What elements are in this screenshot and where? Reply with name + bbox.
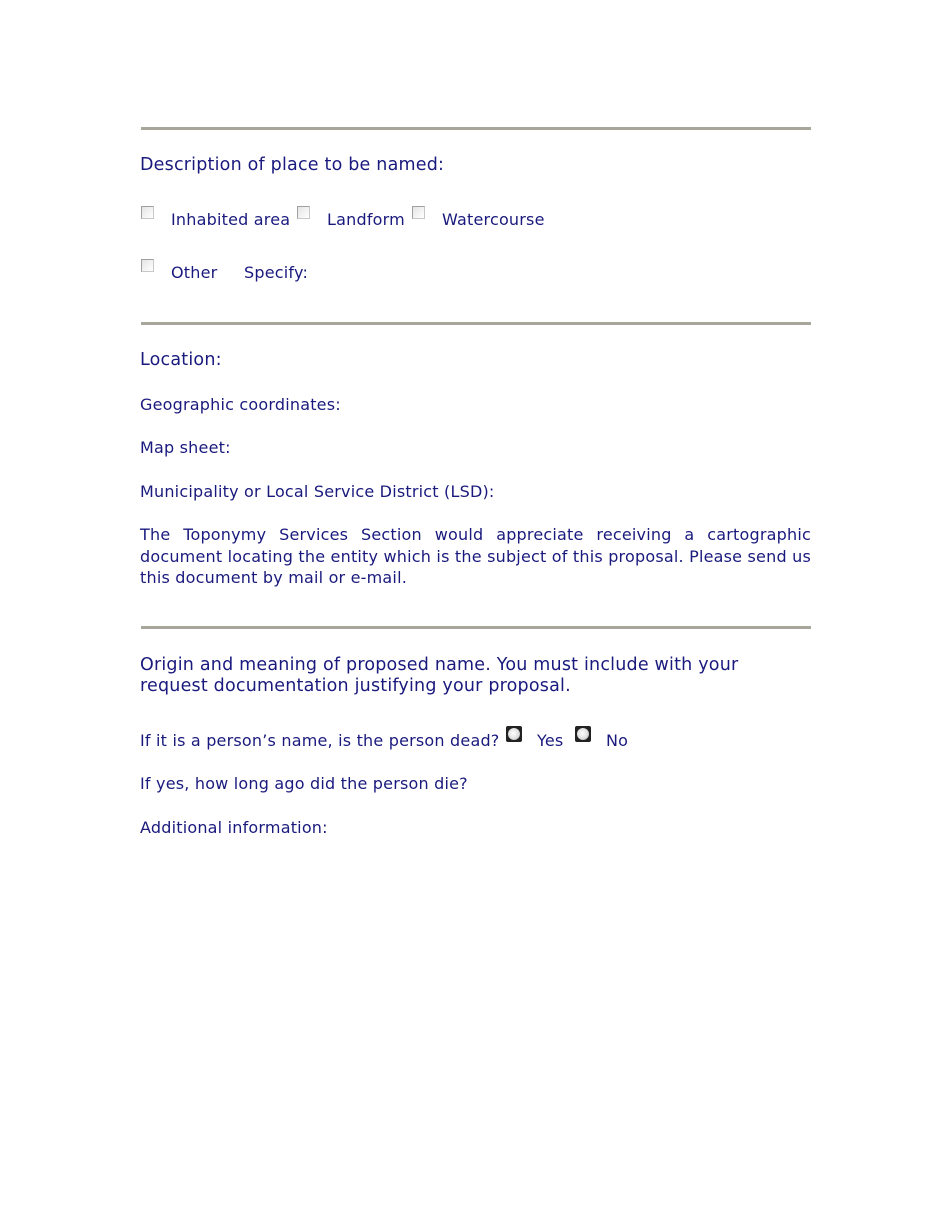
landform-label: Landform xyxy=(327,210,405,229)
yes-radio[interactable] xyxy=(506,726,522,742)
cartographic-document-note: The Toponymy Services Section would appreciate receiving a cartographic document locating the entity which is the subject of this proposal. Please send us this document by mail or e-mail. xyxy=(140,525,811,587)
location-heading: Location: xyxy=(140,350,222,370)
inhabited-area-checkbox[interactable] xyxy=(141,206,154,219)
additional-info-label: Additional information: xyxy=(140,818,328,837)
section-divider-top xyxy=(141,127,811,130)
description-heading: Description of place to be named: xyxy=(140,155,445,175)
section-divider-location xyxy=(141,322,811,325)
origin-heading-line1: Origin and meaning of proposed name. You must include with your xyxy=(140,655,739,675)
map-sheet-label: Map sheet: xyxy=(140,438,231,457)
yes-label: Yes xyxy=(537,731,564,750)
no-label: No xyxy=(606,731,629,750)
no-radio[interactable] xyxy=(575,726,591,742)
geographic-coordinates-label: Geographic coordinates: xyxy=(140,395,341,414)
inhabited-area-label: Inhabited area xyxy=(171,210,291,229)
person-dead-question: If it is a person’s name, is the person dead? xyxy=(140,731,500,750)
section-divider-origin xyxy=(141,626,811,629)
origin-heading-line2: request documentation justifying your proposal. xyxy=(140,676,571,696)
other-checkbox[interactable] xyxy=(141,259,154,272)
other-label: Other xyxy=(171,263,218,282)
how-long-question: If yes, how long ago did the person die? xyxy=(140,774,468,793)
specify-label: Specify: xyxy=(244,263,309,282)
landform-checkbox[interactable] xyxy=(297,206,310,219)
municipality-label: Municipality or Local Service District (LSD): xyxy=(140,482,495,501)
watercourse-label: Watercourse xyxy=(442,210,545,229)
watercourse-checkbox[interactable] xyxy=(412,206,425,219)
